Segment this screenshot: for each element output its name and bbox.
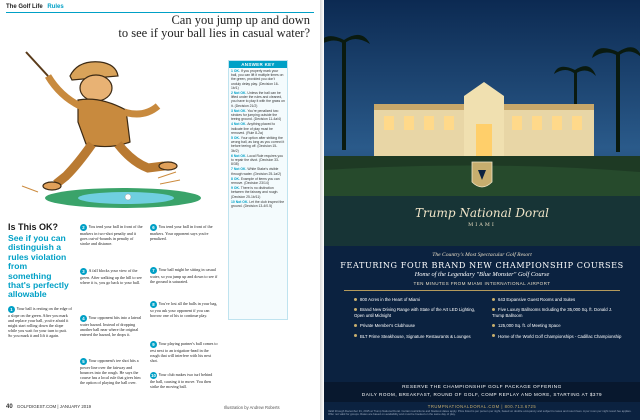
quiz-item: 9 Your playing partner's ball comes to rest next to an irrigation-head in the rough that will interfere with his next shot. [150,341,218,364]
answer-key-item: 1 OK. If you properly mark your ball, you can lift it multiple times on the green, provided you don't unduly delay play. (Decision 16-1b/1) [231,69,284,90]
answer-key-item: 6 Not OK. Local Rule requires you to repair the divot. (Decision 33-8/38) [231,153,284,167]
bullet-icon [492,324,495,327]
bullet-icon [354,298,357,301]
feature-item: Home of the World Golf Championships - Cadillac Championship [492,334,622,339]
section-name: The Golf Life [6,4,43,10]
bullet-icon [354,308,357,311]
contact-line[interactable]: TRUMPNATIONALDORAL.COM | 800.713.6725 [427,404,537,409]
quiz-item: 7 Your ball might be sitting in casual water, so you jump up and down to see if the ground is saturated. [150,267,218,285]
reservation-title: RESERVE THE CHAMPIONSHIP GOLF PACKAGE OFFERING [402,385,562,390]
bullet-icon [354,334,357,337]
is-this-ok-deck: See if you can distinguish a rules violation from something that's perfectly allowable [8,233,69,300]
bullet-icon [492,308,495,311]
answer-key-item: 9 OK. There is no distinction between the fairway and rough. (Decision 25-1b/11) [231,186,279,199]
quiz-item: 3 A fall blocks your view of the green. After walking up the hill to see where it is, you go back to your ball. [80,268,142,286]
ad-tagline: The Country's Most Spectacular Golf Resort [432,252,532,258]
fine-print: Valid through December 31, 2015 at Trump National Doral. Certain restrictions and blackout dates apply. Price listed is per person per night, based on double occupancy and subject to taxes and resort fees. A per room per night resort fee applies. Offer not valid for groups. Rates are based on availability and must be booked on the same day of play. [328,409,632,417]
quiz-item: 10 Your club makes two turf behind the ball, causing it to move. You then strike the moving ball. [150,372,213,390]
publication-line: GOLFDIGEST.COM | JANUARY 2019 [16,404,92,409]
feature-item: 643 Expansive Guest Rooms and Suites [492,297,622,302]
is-this-ok-title: Is This OK? [8,222,59,232]
page-number: 40 [6,404,13,410]
reservation-details: DAILY ROOM, BREAKFAST, ROUND OF GOLF, COMP REPLAY AND MORE, STARTING AT $379 [361,392,603,397]
ad-location-note: TEN MINUTES FROM MIAMI INTERNATIONAL AIRPORT [413,281,551,286]
illustration-credit: Illustration by Andrew Roberts [224,405,280,410]
answer-key-item: 8 OK. Example of items you can remove. (Decision 23/14) [231,176,280,186]
resort-logo-location: MIAMI [468,222,496,228]
answer-key-item: 3 Not OK. You're penalized two strokes for jumping outside the teeing ground. (Decision 11-4a/4) [231,108,282,122]
answer-key-item: 2 Not OK. Unless the ball can be lifted under the rules and cleaned, you have to play it with the grass on it. (Decision 21/2) [231,91,285,108]
quiz-item: 5 Your opponent's tee shot hits a power line over the fairway and bounces into the rough. He says the course has a local rule that gives him the option of playing the ball over. [80,358,141,386]
section-header [6,4,64,10]
headline-line-1: Can you jump up and down [171,13,310,27]
golfer-illustration [8,46,218,214]
feature-list-right [492,297,622,344]
answer-key-item: 5 OK. Your option after striking the wrong ball, as long as you correct it before teeing off. (Decision 15-3b/2) [231,136,285,153]
feature-item: Private Member's Clubhouse [354,323,480,328]
ad-subhead: Home of the Legendary "Blue Monster" Golf Course [414,271,550,278]
feature-item: BLT Prime Steakhouse, Signature Restaurants & Lounges [354,334,480,339]
advertisement-page [324,0,640,420]
feature-item: Five Luxury Ballrooms Including the 35,000 Sq. ft. Donald J. Trump Ballroom [492,307,613,318]
feature-item: Brand New Driving Range with State of the Art LED Lighting, Open until Midnight [354,307,476,318]
page-footer [6,404,91,410]
answer-key-item: 4 Not OK. Anything placed to indicate line of play must be removed. (Rule 8-2a) [231,122,276,135]
subsection-name: Rules [47,4,64,10]
ad-divider [344,290,620,291]
bullet-icon [492,298,495,301]
quiz-item: 6 You tend your ball in front of the markers. Your opponent says you're penalized. [150,224,213,242]
ad-body [324,246,640,420]
bullet-icon [492,334,495,337]
quiz-item: 4 Your opponent hits into a lateral water hazard. Instead of dropping another ball near where the original entered the hazard, he drops it. [80,315,142,338]
ad-headline: FEATURING FOUR BRAND NEW CHAMPIONSHIP COURSES [340,260,624,270]
headline-line-2: to see if your ball lies in casual water? [118,26,310,40]
is-this-ok-intro [8,222,72,300]
answer-key-item: 10 Not OK. Let the club inspect the ground. (Decision 13-4/0.5) [231,199,285,209]
bullet-icon [354,324,357,327]
answer-key-item: 7 Not OK. White Stake's visible through water. (Decision 25-1a/2) [231,167,282,176]
feature-list-left [354,297,480,344]
answer-key-title: ANSWER KEY [229,61,287,68]
resort-logo-title: Trump National Doral [415,206,549,220]
quiz-item: 1 Your ball is resting on the edge of a slope on the green. After you mark and replace your ball, you're afraid it might start rolling down the slope while you wait for your turn to putt. So you mark it and lift it again. [8,306,72,339]
reservation-band [324,382,640,402]
quiz-item: 2 You tend your ball in front of the markers in two-shot penalty and it goes out-of-bounds in penalty of stroke and distance. [80,224,143,247]
answer-key-box [228,60,288,320]
quiz-item: 8 You've lost all the balls in your bag, so you ask your opponent if you can borrow one of his to continue play. [150,301,218,319]
feature-item: 125,000 Sq. ft. of Meeting Space [492,323,622,328]
feature-item: 800 Acres in the Heart of Miami [354,297,480,302]
article-headline [110,14,310,40]
